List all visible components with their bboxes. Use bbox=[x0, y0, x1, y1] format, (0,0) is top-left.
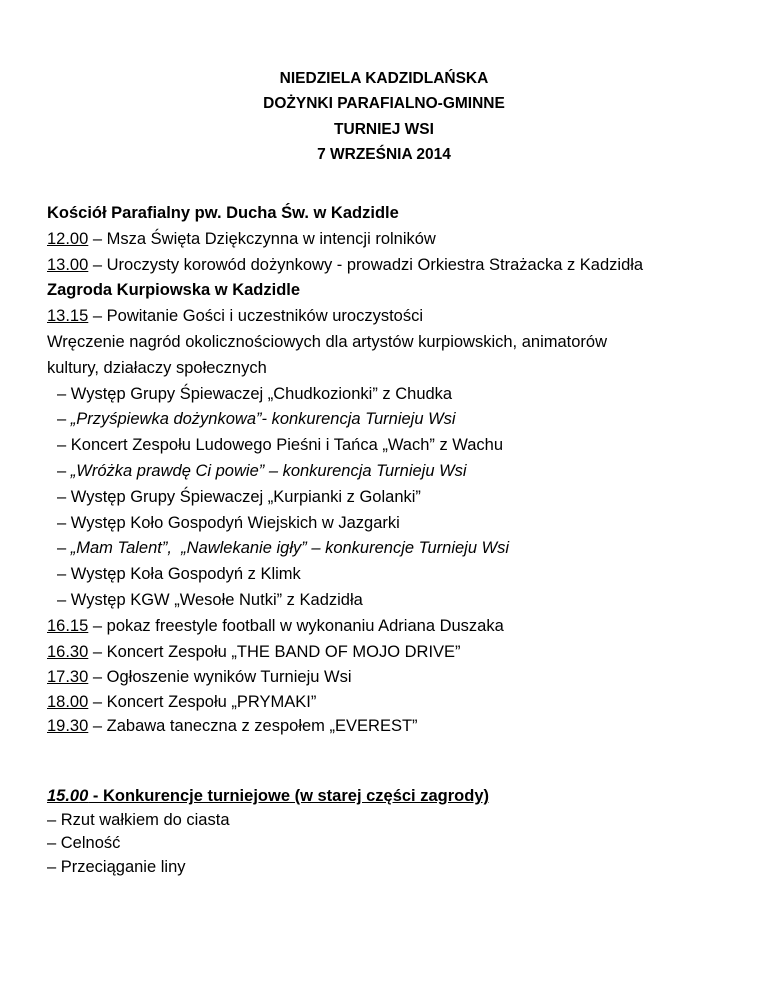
competition-text: „Przyśpiewka dożynkowa”- konkurencja Turnieju Wsi bbox=[70, 410, 456, 429]
program-item bbox=[47, 562, 747, 588]
event-text: Koncert Zespołu Ludowego Pieśni i Tańca „Wach” z Wachu bbox=[70, 436, 504, 455]
document-header bbox=[0, 66, 768, 167]
event-text: Występ KGW „Wesołe Nutki” z Kadzidła bbox=[70, 590, 363, 609]
section-competitions-title bbox=[47, 785, 747, 809]
dash: – bbox=[57, 410, 71, 429]
event-text: – Koncert Zespołu „THE BAND OF MOJO DRIVE” bbox=[88, 642, 461, 661]
time-label: 15.00 bbox=[47, 787, 89, 806]
program-item bbox=[47, 485, 747, 511]
competition-item: – Rzut wałkiem do ciasta bbox=[47, 810, 230, 829]
program-line bbox=[47, 304, 747, 330]
time-label: 16.15 bbox=[47, 616, 89, 635]
program-line bbox=[47, 665, 747, 691]
event-text: – Ogłoszenie wyników Turnieju Wsi bbox=[88, 668, 352, 687]
header-line-4: 7 WRZEŚNIA 2014 bbox=[317, 145, 451, 163]
event-text: – Msza Święta Dziękczynna w intencji rolników bbox=[88, 229, 436, 248]
section-church-title: Kościół Parafialny pw. Ducha Św. w Kadzidle bbox=[47, 204, 399, 222]
time-label: 19.30 bbox=[47, 716, 89, 735]
event-text: – Powitanie Gości i uczestników uroczystości bbox=[88, 307, 424, 326]
header-line-3: TURNIEJ WSI bbox=[334, 120, 434, 138]
event-text: – Uroczysty korowód dożynkowy - prowadzi Orkiestra Strażacka z Kadzidła bbox=[88, 255, 644, 274]
competition-text: „Wróżka prawdę Ci powie” – konkurencja Turnieju Wsi bbox=[70, 461, 467, 480]
program-line bbox=[47, 253, 747, 279]
dash: – bbox=[57, 384, 71, 403]
program-item bbox=[47, 511, 747, 537]
event-text: – pokaz freestyle football w wykonaniu Adriana Duszaka bbox=[88, 616, 504, 635]
program-item bbox=[47, 433, 747, 459]
dash: – bbox=[57, 590, 71, 609]
competition-text: „Mam Talent”, „Nawlekanie igły” – konkurencje Turnieju Wsi bbox=[70, 539, 510, 558]
time-label: 13.00 bbox=[47, 255, 89, 274]
dash: – bbox=[57, 461, 71, 480]
program-content bbox=[47, 201, 747, 879]
event-text: Występ Grupy Śpiewaczej „Chudkozionki” z Chudka bbox=[70, 384, 453, 403]
award-line-2: kultury, działaczy społecznych bbox=[47, 358, 267, 377]
event-text: Występ Grupy Śpiewaczej „Kurpianki z Golanki” bbox=[70, 487, 421, 506]
program-line bbox=[47, 614, 747, 640]
dash: – bbox=[57, 436, 71, 455]
program-item bbox=[47, 407, 747, 433]
dash: – bbox=[57, 539, 71, 558]
spacer bbox=[47, 738, 747, 785]
time-label: 12.00 bbox=[47, 229, 89, 248]
program-line bbox=[47, 640, 747, 666]
program-line bbox=[47, 691, 747, 715]
header-line-1: NIEDZIELA KADZIDLAŃSKA bbox=[279, 70, 489, 87]
competition-item: – Przeciąganie liny bbox=[47, 857, 186, 876]
program-item bbox=[47, 382, 747, 408]
program-line bbox=[47, 715, 747, 739]
dash: – bbox=[57, 565, 71, 584]
time-label: 13.15 bbox=[47, 307, 89, 326]
time-label: 18.00 bbox=[47, 693, 89, 712]
time-label: 17.30 bbox=[47, 668, 89, 687]
event-text: Występ Koła Gospodyń z Klimk bbox=[70, 565, 301, 584]
competition-item: – Celność bbox=[47, 834, 121, 853]
section-zagroda-title: Zagroda Kurpiowska w Kadzidle bbox=[47, 281, 301, 300]
header-line-2: DOŻYNKI PARAFIALNO-GMINNE bbox=[263, 95, 505, 113]
event-text: – Koncert Zespołu „PRYMAKI” bbox=[88, 693, 317, 712]
event-text: Występ Koło Gospodyń Wiejskich w Jazgarki bbox=[70, 513, 400, 532]
program-item bbox=[47, 536, 747, 562]
dash: – bbox=[57, 513, 71, 532]
program-item bbox=[47, 588, 747, 614]
program-item bbox=[47, 459, 747, 485]
program-line bbox=[47, 227, 747, 253]
award-line-1: Wręczenie nagród okolicznościowych dla artystów kurpiowskich, animatorów bbox=[47, 332, 608, 351]
time-label: 16.30 bbox=[47, 642, 89, 661]
competitions-heading: - Konkurencje turniejowe (w starej części zagrody) bbox=[88, 787, 489, 806]
dash: – bbox=[57, 487, 71, 506]
event-text: – Zabawa taneczna z zespołem „EVEREST” bbox=[88, 716, 418, 735]
